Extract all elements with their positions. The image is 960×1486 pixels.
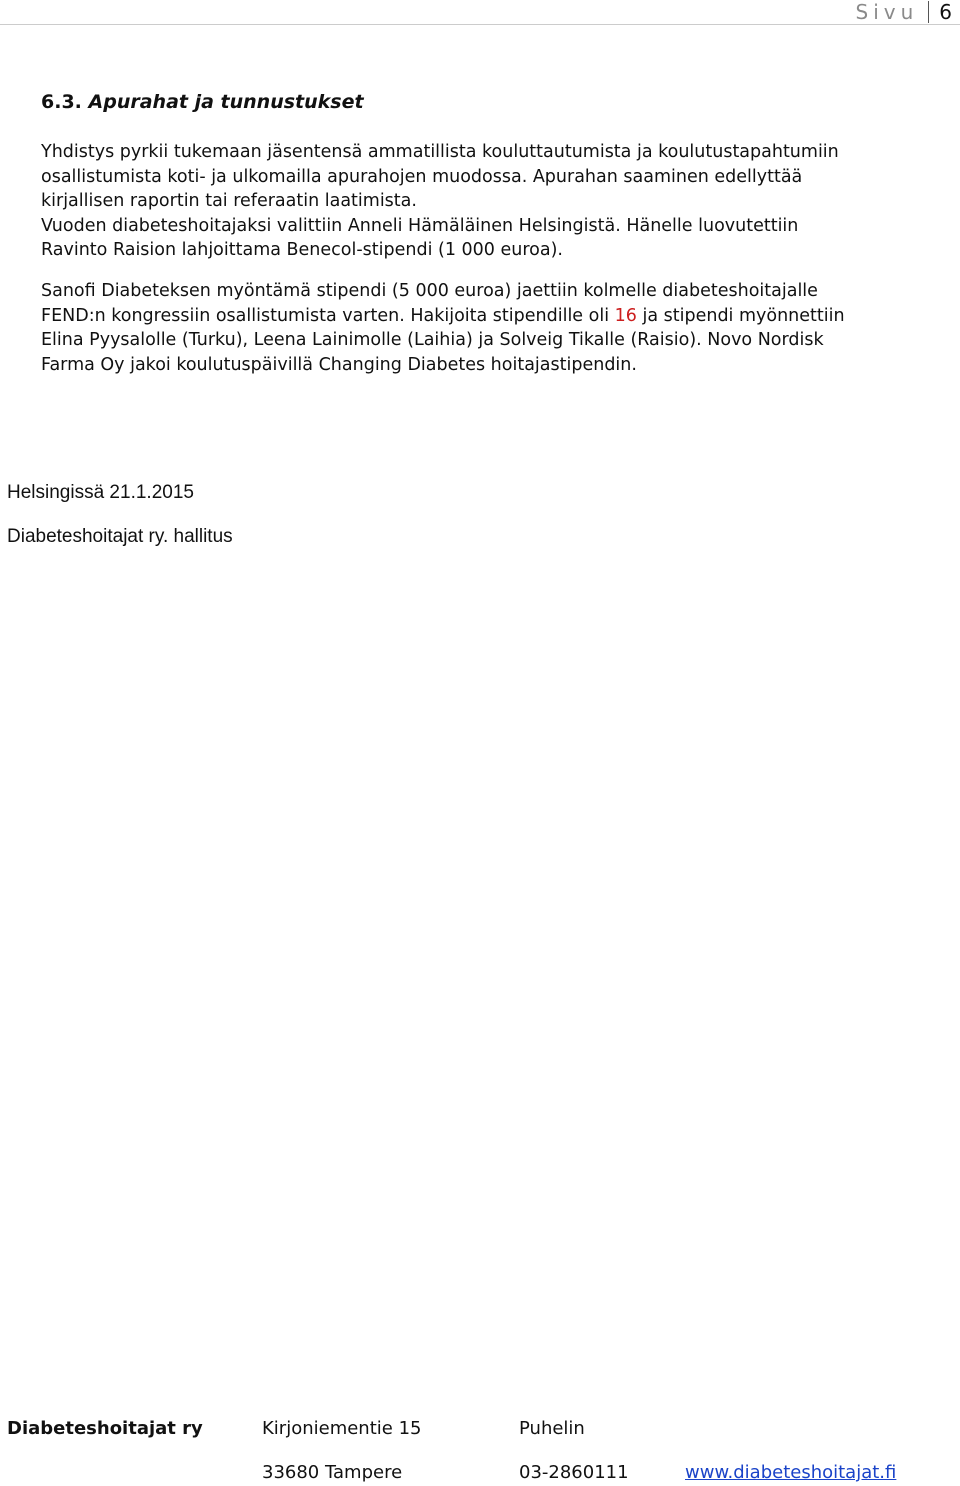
signature-place-date: Helsingissä 21.1.2015	[7, 482, 194, 503]
applicant-count-highlight: 16	[614, 305, 637, 326]
footer-website-link[interactable]: www.diabeteshoitajat.fi	[685, 1462, 897, 1483]
paragraph-line	[41, 304, 956, 329]
page-number: 6	[939, 0, 952, 24]
section-number: 6.3.	[41, 91, 82, 113]
page-indicator	[856, 0, 953, 24]
footer-street-address: Kirjoniementie 15	[262, 1418, 422, 1439]
paragraph-line: Yhdistys pyrkii tukemaan jäsentensä ammatillista kouluttautumista ja koulutustapahtumiin	[41, 142, 839, 162]
page-separator	[928, 1, 929, 23]
line-text: FEND:n kongressiin osallistumista varten. Hakijoita stipendille oli	[41, 305, 615, 326]
section-heading	[41, 91, 364, 113]
paragraph-line: Ravinto Raision lahjoittama Benecol-stipendi (1 000 euroa).	[41, 240, 563, 260]
paragraph-line: Farma Oy jakoi koulutuspäivillä Changing Diabetes hoitajastipendin.	[41, 354, 637, 375]
page-header	[0, 0, 960, 25]
footer-phone-label: Puhelin	[519, 1418, 585, 1439]
footer-organization: Diabeteshoitajat ry	[7, 1418, 203, 1439]
paragraph-sanofi-stipend	[41, 279, 956, 377]
paragraph-line: osallistumista koti- ja ulkomailla apurahojen muodossa. Apurahan saaminen edellyttää	[41, 166, 803, 187]
page-label: Sivu	[855, 0, 919, 24]
line-text: ja stipendi myönnettiin	[636, 305, 845, 326]
paragraph-line: kirjallisen raportin tai referaatin laatimista.	[41, 191, 417, 211]
paragraph-line: Vuoden diabeteshoitajaksi valittiin Anneli Hämäläinen Helsingistä. Hänelle luovutettiin	[41, 215, 799, 236]
paragraph-line: Elina Pyysalolle (Turku), Leena Lainimolle (Laihia) ja Solveig Tikalle (Raisio). Novo Nordisk	[41, 330, 824, 350]
paragraph-line: Sanofi Diabeteksen myöntämä stipendi (5 000 euroa) jaettiin kolmelle diabeteshoitajalle	[41, 281, 818, 301]
paragraph-scholarships	[41, 140, 956, 263]
page-footer	[0, 1416, 960, 1486]
signature-signer: Diabeteshoitajat ry. hallitus	[7, 526, 233, 547]
section-title: Apurahat ja tunnustukset	[88, 91, 364, 113]
footer-postal-address: 33680 Tampere	[262, 1462, 403, 1483]
footer-phone-number: 03-2860111	[519, 1462, 629, 1483]
